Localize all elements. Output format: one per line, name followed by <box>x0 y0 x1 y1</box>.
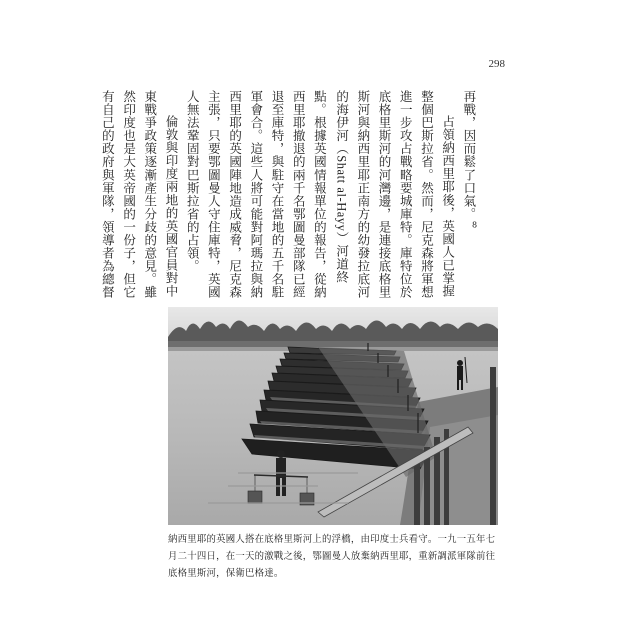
photo-caption: 納西里耶的英國人搭在底格里斯河上的浮橋，由印度士兵看守。一九一五年七月二十四日，在一天的激戰之後，鄂圖曼人放棄納西里耶，重新調派軍隊前往底格里斯河，保衛巴格達。 <box>168 534 496 579</box>
page-number: 298 <box>488 58 505 70</box>
paragraph-2-text-a: 占領納西里耶後，英國人已掌握整個巴斯拉省。然而，尼克森將軍想進一步攻占戰略要城庫特。庫特位於底格里斯河的河灣邊，是連接底格里斯河與納西里耶正南方的幼發拉底河的海伊河（ <box>334 90 456 299</box>
paragraph-2 <box>182 90 459 302</box>
paragraph-1-text: 再戰，因而鬆了口氣。 <box>461 90 477 221</box>
body-text <box>100 90 485 302</box>
river-latin-name: Shatt al-Hayy <box>334 155 349 232</box>
paragraph-1 <box>459 90 485 302</box>
pontoon-bridge-photo <box>168 307 498 525</box>
footnote-marker: 8 <box>470 220 479 231</box>
paragraph-3-text: 倫敦與印度兩地的英國官員對中東戰爭政策逐漸產生分歧的意見。雖然印度也是大英帝國的一份子，但它有自己的政府與軍隊，領導者為總督 <box>100 90 179 299</box>
paragraph-3 <box>97 90 182 302</box>
paragraph-2-text-b: ）河道終點。根據英國情報單位的報告，從納西里耶撤退的兩千名鄂圖曼部隊已經退至庫特，與駐守在當地的五千名駐軍會合。這些人將可能對阿瑪拉與納西里耶的英國陣地造成威脅，尼克森主張，只要鄂圖曼人守住庫特，英國人無法鞏固對巴斯拉省的占領。 <box>185 90 350 299</box>
